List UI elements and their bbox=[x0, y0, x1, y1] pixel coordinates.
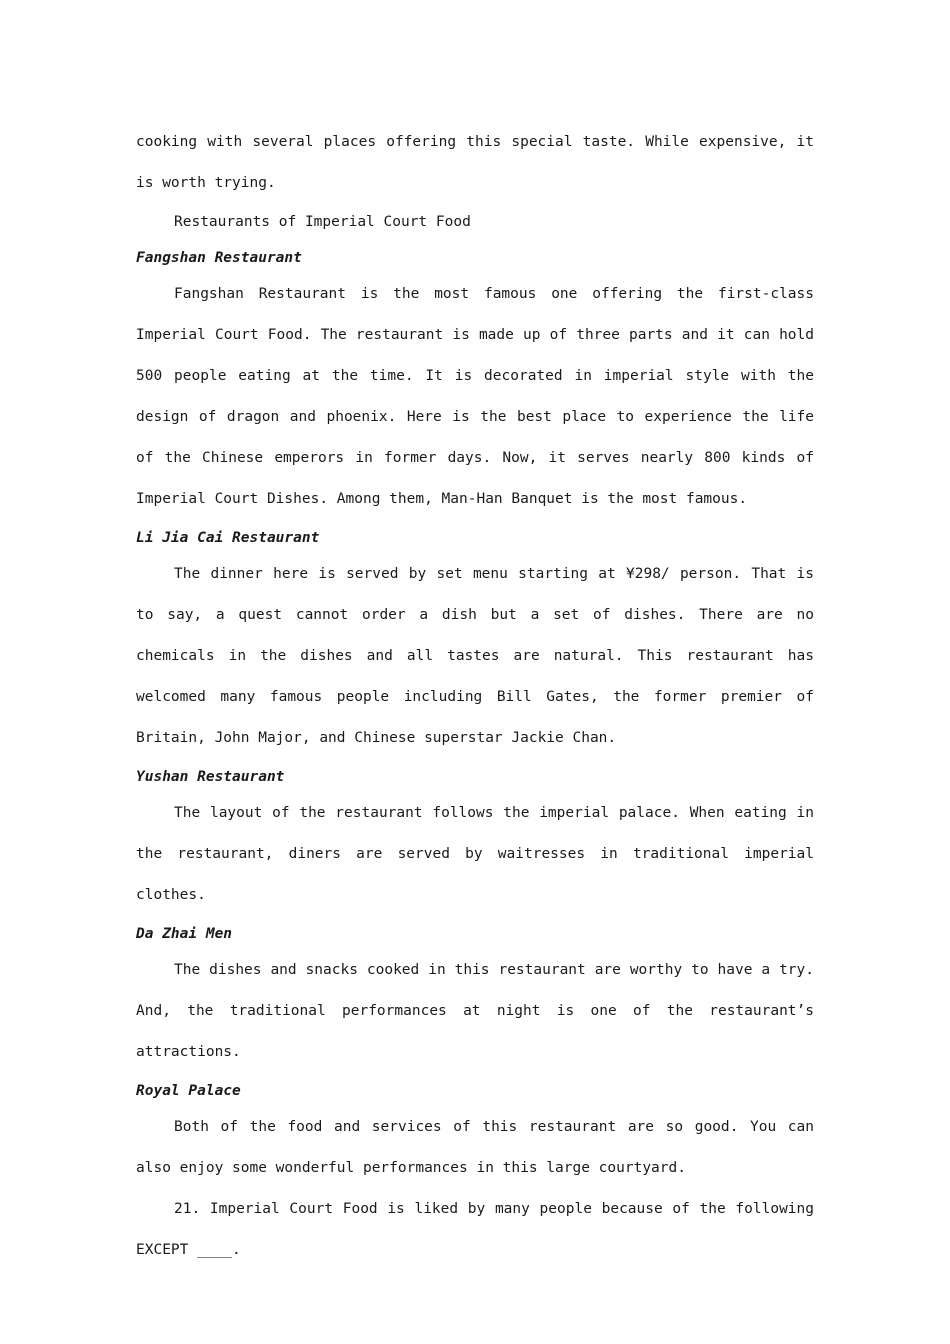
restaurant-description: The dishes and snacks cooked in this restaurant are worthy to have a try. And, the traditional performances at night is one of the restaurant’s attractions. bbox=[136, 962, 814, 1060]
restaurant-heading: Royal Palace bbox=[136, 1083, 241, 1099]
restaurant-description: The layout of the restaurant follows the imperial palace. When eating in the restaurant, diners are served by waitresses in traditional imperial clothes. bbox=[136, 805, 814, 903]
intro-paragraph: cooking with several places offering this special taste. While expensive, it is worth trying. bbox=[136, 134, 814, 191]
restaurant-heading: Fangshan Restaurant bbox=[136, 250, 302, 266]
section-title: Restaurants of Imperial Court Food bbox=[174, 214, 471, 230]
question-21: 21. Imperial Court Food is liked by many people because of the following EXCEPT ____. bbox=[136, 1201, 814, 1258]
restaurant-heading: Li Jia Cai Restaurant bbox=[136, 530, 320, 546]
restaurant-description: The dinner here is served by set menu starting at ¥298/ person. That is to say, a quest cannot order a dish but a set of dishes. There are no chemicals in the dishes and all tastes are natural. This restaurant has welcomed many famous people including Bill Gates, the former premier of Britain, John Major, and Chinese superstar Jackie Chan. bbox=[136, 566, 814, 746]
document-page bbox=[136, 122, 814, 1271]
restaurant-heading: Da Zhai Men bbox=[136, 926, 233, 942]
restaurant-description: Fangshan Restaurant is the most famous one offering the first-class Imperial Court Food. The restaurant is made up of three parts and it can hold 500 people eating at the time. It is decorated in imperial style with the design of dragon and phoenix. Here is the best place to experience the life of the Chinese emperors in former days. Now, it serves nearly 800 kinds of Imperial Court Dishes. Among them, Man-Han Banquet is the most famous. bbox=[136, 286, 814, 507]
restaurant-description: Both of the food and services of this restaurant are so good. You can also enjoy some wonderful performances in this large courtyard. bbox=[136, 1119, 814, 1176]
restaurant-heading: Yushan Restaurant bbox=[136, 769, 285, 785]
